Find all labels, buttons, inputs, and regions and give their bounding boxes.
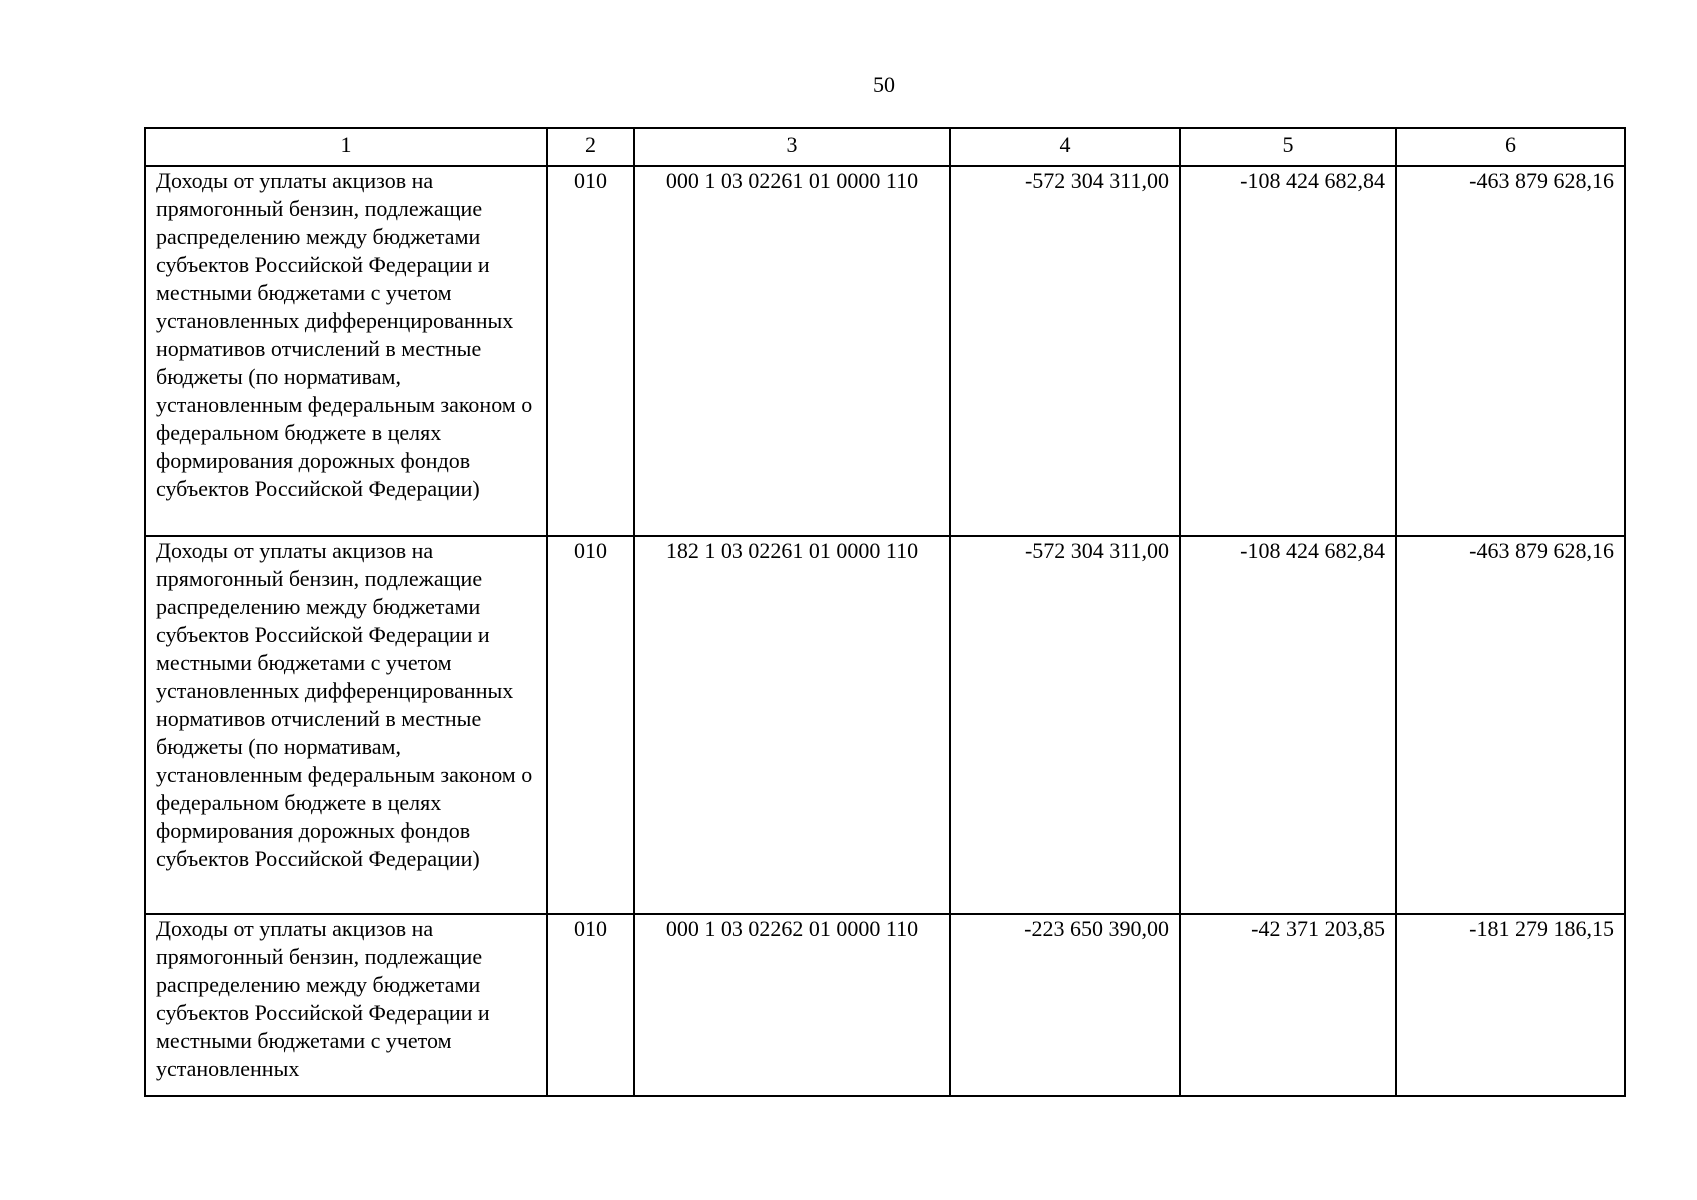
row-income-code: 182 1 03 02261 01 0000 110 — [634, 536, 950, 914]
budget-income-table — [144, 127, 1626, 1097]
row-value-col5: -108 424 682,84 — [1180, 536, 1396, 914]
header-row — [145, 128, 1625, 166]
table-header — [145, 128, 1625, 166]
row-value-col4: -572 304 311,00 — [950, 166, 1180, 536]
row-income-code: 000 1 03 02262 01 0000 110 — [634, 914, 950, 1096]
row-value-col5: -108 424 682,84 — [1180, 166, 1396, 536]
header-col-3: 3 — [634, 128, 950, 166]
header-col-1: 1 — [145, 128, 547, 166]
row-description: Доходы от уплаты акцизов на прямогонный бензин, подлежащие распределению между бюджетами субъектов Российской Федерации и местными бюджетами с учетом установленных дифференцированных нормативов отчислений в местные бюджеты (по нормативам, установленным федеральным законом о федеральном бюджете в целях формирования дорожных фондов субъектов Российской Федерации) — [145, 536, 547, 914]
row-value-col5: -42 371 203,85 — [1180, 914, 1396, 1096]
row-line-code: 010 — [547, 914, 634, 1096]
table-row — [145, 536, 1625, 914]
header-col-4: 4 — [950, 128, 1180, 166]
header-col-6: 6 — [1396, 128, 1625, 166]
row-value-col6: -463 879 628,16 — [1396, 536, 1625, 914]
row-line-code: 010 — [547, 166, 634, 536]
header-col-2: 2 — [547, 128, 634, 166]
table-body — [145, 166, 1625, 1096]
row-description: Доходы от уплаты акцизов на прямогонный бензин, подлежащие распределению между бюджетами субъектов Российской Федерации и местными бюджетами с учетом установленных дифференцированных нормативов отчислений в местные бюджеты (по нормативам, установленным федеральным законом о федеральном бюджете в целях формирования дорожных фондов субъектов Российской Федерации) — [145, 166, 547, 536]
row-value-col6: -181 279 186,15 — [1396, 914, 1625, 1096]
row-line-code: 010 — [547, 536, 634, 914]
row-description: Доходы от уплаты акцизов на прямогонный бензин, подлежащие распределению между бюджетами субъектов Российской Федерации и местными бюджетами с учетом установленных — [145, 914, 547, 1096]
table-row — [145, 914, 1625, 1096]
row-income-code: 000 1 03 02261 01 0000 110 — [634, 166, 950, 536]
row-value-col6: -463 879 628,16 — [1396, 166, 1625, 536]
row-value-col4: -223 650 390,00 — [950, 914, 1180, 1096]
table-row — [145, 166, 1625, 536]
row-value-col4: -572 304 311,00 — [950, 536, 1180, 914]
header-col-5: 5 — [1180, 128, 1396, 166]
page-number: 50 — [873, 72, 895, 97]
